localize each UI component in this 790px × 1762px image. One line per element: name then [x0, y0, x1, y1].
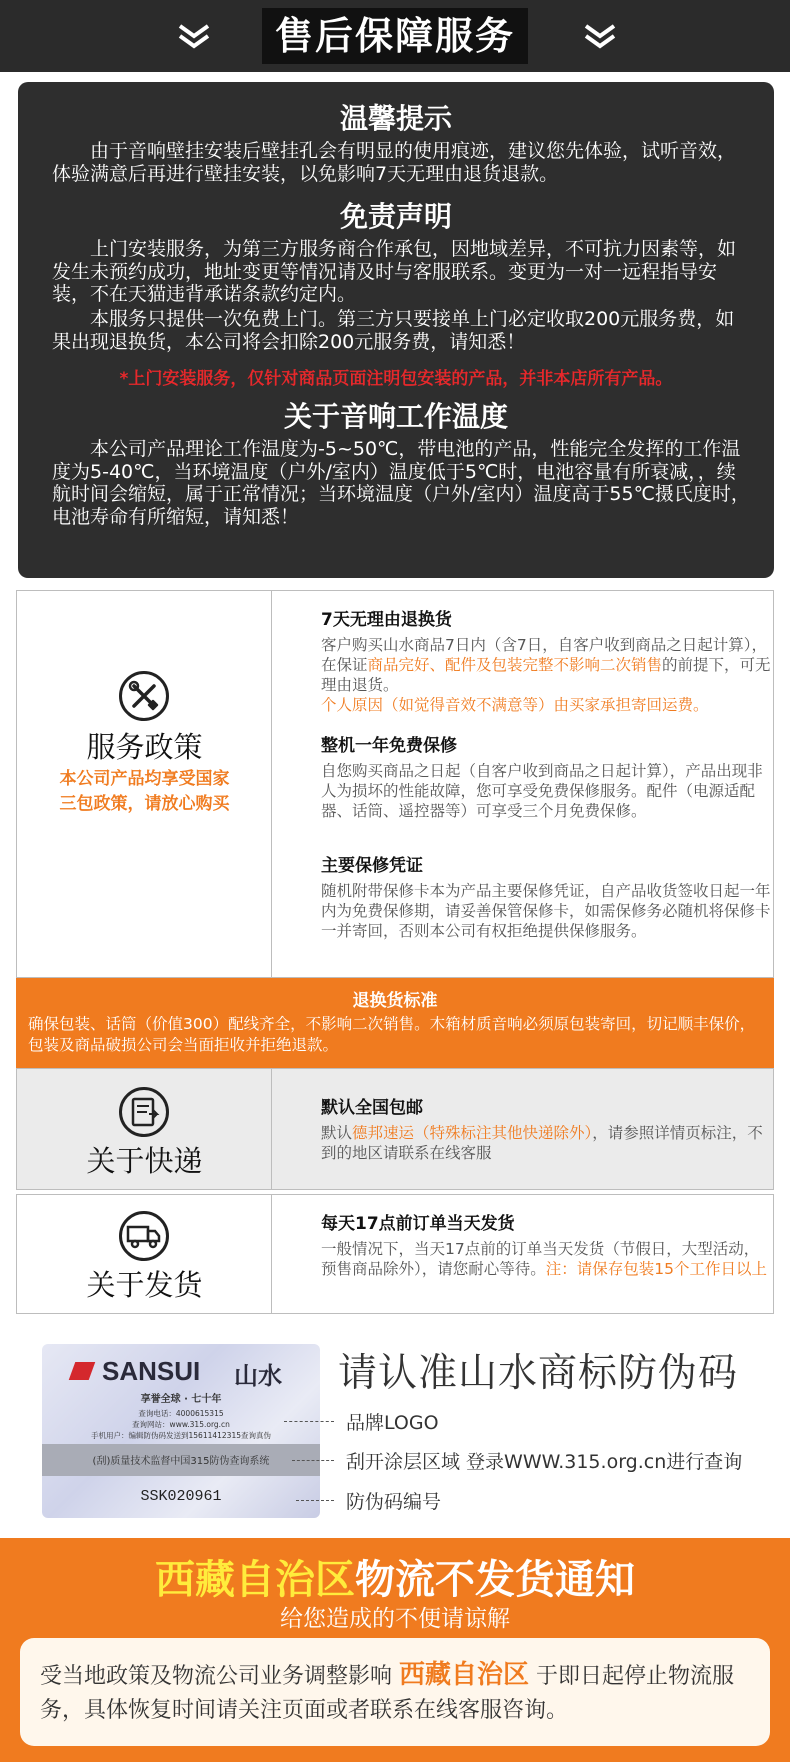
express-text-a: 默认	[321, 1124, 353, 1142]
logistics-subtitle: 给您造成的不便请谅解	[280, 1606, 510, 1632]
cert-text: 随机附带保修卡本为产品主要保修凭证，自产品收货签收日起一年内为免费保修期，请妥善保管保修卡，如需保修务必随机将保修卡一并寄回，否则本公司有权拒绝提供保修服务。	[321, 882, 771, 940]
code-pointer	[296, 1500, 334, 1501]
express-section	[16, 1068, 774, 1190]
return-text-shipping-note: 个人原因（如觉得音效不满意等）由买家承担寄回运费。	[321, 696, 709, 714]
shipping-sub-title: 每天17点前订单当天发货	[321, 1214, 515, 1234]
page-header	[0, 0, 790, 72]
service-policy-note: 本公司产品均享受国家三包政策，请放心购买	[59, 769, 230, 814]
return-standard-title: 退换货标准	[352, 991, 438, 1011]
shipping-text	[321, 1239, 771, 1279]
tip-title: 温馨提示	[339, 102, 452, 135]
chevron-down-icon	[176, 20, 212, 52]
label-logo: 品牌LOGO	[346, 1412, 439, 1434]
notice-card	[18, 82, 774, 578]
temperature-text: 本公司产品理论工作温度为-5~50℃，带电池的产品，性能完全发挥的工作温度为5-40℃，当环境温度（户外/室内）温度低于5℃时，电池容量有所衰减，，续航时间会缩短，属于正常情况；当环境温度（户外/室内）温度高于55℃摄氏度时，电池寿命有所缩短，请知悉！	[52, 438, 750, 528]
shipping-title: 关于发货	[86, 1268, 203, 1302]
sansui-logo-mark	[69, 1362, 96, 1380]
logistics-card	[20, 1638, 770, 1746]
logistics-title-rest: 物流不发货通知	[355, 1557, 635, 1603]
service-policy-right	[273, 591, 773, 977]
return-text-highlight: 商品完好、配件及包装完整不影响二次销售	[367, 656, 663, 674]
tools-icon	[119, 671, 169, 721]
card-system: (刮)质量技术监督中国315防伪查询系统	[92, 1456, 270, 1467]
install-red-note: *上门安装服务，仅针对商品页面注明包安装的产品，并非本店所有产品。	[119, 369, 673, 389]
chevron-down-icon	[582, 20, 618, 52]
service-policy-title: 服务政策	[86, 730, 203, 764]
tip-text: 由于音响壁挂安装后壁挂孔会有明显的使用痕迹，建议您先体验，试听音效，体验满意后再进行壁挂安装，以免影响7天无理由退货退款。	[52, 140, 737, 185]
receipt-icon	[119, 1087, 169, 1137]
card-brand-cn: 山水	[234, 1362, 282, 1390]
return-text	[321, 635, 771, 715]
express-right	[273, 1069, 773, 1189]
shipping-section	[16, 1194, 774, 1314]
anti-counterfeit-card	[42, 1344, 320, 1518]
return-standard-text: 确保包装、话筒（价值300）配线齐全，不影响二次销售。木箱材质音响必须原包装寄回，切记顺丰保价，包装及商品破损公司会当面拒收并拒绝退款。	[28, 1015, 756, 1054]
page-title: 售后保障服务	[262, 8, 528, 64]
service-policy-left	[17, 591, 272, 977]
logistics-text	[40, 1658, 756, 1728]
express-title: 关于快递	[86, 1144, 203, 1178]
return-text-c: 的前提下，可无理由退货。	[321, 656, 771, 694]
card-sms: 手机用户：编辑防伪码发送到15611412315查询真伪	[91, 1431, 271, 1440]
logistics-title-region: 西藏自治区	[155, 1557, 355, 1603]
cert-title: 主要保修凭证	[321, 856, 423, 876]
card-phone: 查询电话：4000615315	[138, 1409, 224, 1418]
card-site: 查询网站：www.315.org.cn	[132, 1420, 230, 1429]
express-text-c: ，请参照详情页标注，不到的地区请联系在线客服	[321, 1124, 763, 1162]
card-slogan: 享誉全球 · 七十年	[140, 1394, 222, 1405]
logistics-notice	[0, 1538, 790, 1762]
anti-counterfeit-title: 请认准山水商标防伪码	[338, 1351, 739, 1396]
return-text-a: 客户购买山水商品7日内（含7日，自客户收到商品之日起计算），在保证	[321, 636, 767, 674]
warranty-text: 自您购买商品之日起（自客户收到商品之日起计算），产品出现非人为损坏的性能故障，您可享受免费保修服务。配件（电源适配器、话筒、遥控器等）可享受三个月免费保修。	[321, 762, 763, 820]
warranty-title: 整机一年免费保修	[321, 736, 457, 756]
logistics-title	[0, 1548, 790, 1605]
service-policy-section	[16, 590, 774, 978]
card-brand: SANSUI	[102, 1356, 201, 1386]
shipping-right	[273, 1195, 773, 1313]
return-title: 7天无理由退换货	[321, 610, 452, 630]
logo-pointer	[284, 1421, 334, 1422]
express-carrier: 德邦速运（特殊标注其他快递除外）	[352, 1124, 593, 1142]
disclaimer-text-2: 本服务只提供一次免费上门。第三方只要接单上门必定收取200元服务费，如果出现退换货，本公司将会扣除200元服务费，请知悉！	[52, 308, 735, 353]
shipping-text-a: 一般情况下，当天17点前的订单当天发货（节假日，大型活动，预售商品除外），请您耐心等待。	[321, 1240, 760, 1278]
disclaimer-text-1: 上门安装服务，为第三方服务商合作承包，因地域差异，不可抗力因素等，如发生未预约成功，地址变更等情况请及时与客服联系。变更为一对一远程指导安装，不在天猫违背承诺条款约定内。	[52, 238, 737, 305]
label-code: 防伪码编号	[346, 1491, 442, 1513]
return-standard-bar	[16, 978, 774, 1068]
logistics-text-b: 于即日起停止物流服务，具体恢复时间请关注页面或者联系在线客服咨询。	[40, 1664, 735, 1723]
temperature-title: 关于音响工作温度	[283, 400, 508, 433]
express-sub-title: 默认全国包邮	[321, 1098, 423, 1118]
logistics-text-region: 西藏自治区	[399, 1660, 530, 1690]
logistics-text-a: 受当地政策及物流公司业务调整影响	[40, 1664, 393, 1689]
scratch-pointer	[292, 1460, 334, 1461]
card-code: SSK020961	[140, 1488, 222, 1505]
express-left	[17, 1069, 272, 1189]
express-text	[321, 1123, 771, 1163]
disclaimer-title: 免责声明	[339, 200, 452, 233]
shipping-packaging-note: 注：请保存包装15个工作日以上	[545, 1260, 767, 1278]
shipping-left	[17, 1195, 272, 1313]
truck-icon	[119, 1211, 169, 1261]
label-scratch: 刮开涂层区域 登录WWW.315.org.cn进行查询	[346, 1451, 743, 1473]
